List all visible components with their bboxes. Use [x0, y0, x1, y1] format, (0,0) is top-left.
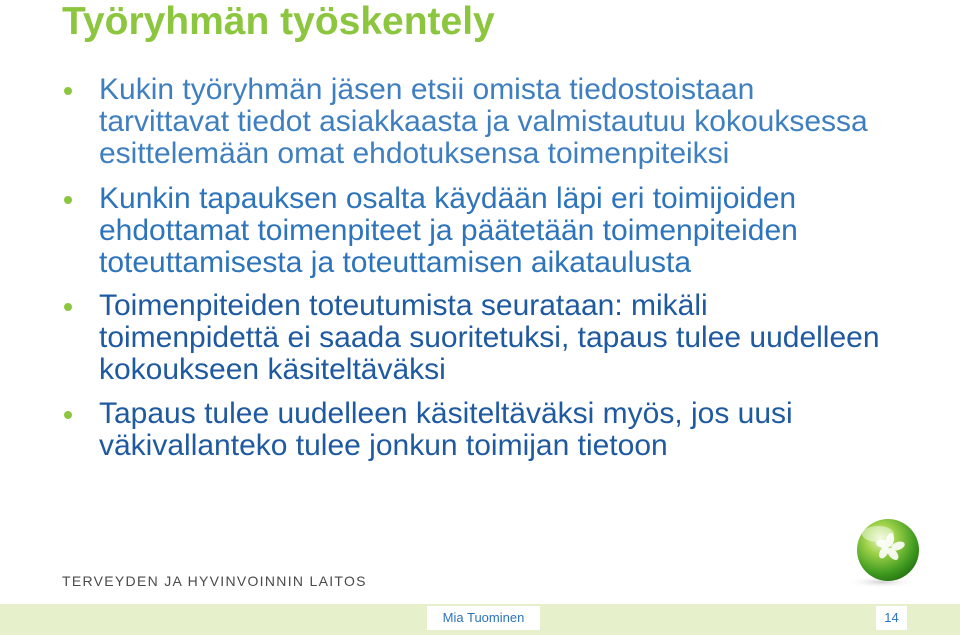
page-number: 14 — [884, 610, 899, 625]
bullet-dot-icon — [64, 411, 72, 419]
bullet-item — [62, 74, 892, 170]
bullet-dot-icon — [64, 87, 72, 95]
bullet-text: Kukin työryhmän jäsen etsii omista tiedostoistaan tarvittavat tiedot asiakkaasta ja valmistautuu kokouksessa esittelemään omat ehdotuksensa toimenpiteiksi — [99, 73, 868, 170]
bullet-item — [62, 398, 892, 462]
footer-author: Mia Tuominen — [442, 610, 525, 625]
bullet-text: Tapaus tulee uudelleen käsiteltäväksi myös, jos uusi väkivallanteko tulee jonkun toimijan tietoon — [99, 397, 793, 462]
bullet-item — [62, 183, 892, 279]
bullet-text: Toimenpiteiden toteutumista seurataan: mikäli toimenpidettä ei saada suoritetuksi, tapaus tulee uudelleen kokoukseen käsiteltäväksi — [99, 289, 880, 386]
bullet-dot-icon — [64, 303, 72, 311]
bullet-dot-icon — [64, 196, 72, 204]
bullet-item — [62, 290, 892, 386]
bullet-list — [62, 74, 892, 462]
green-sphere-logo-icon — [830, 516, 934, 590]
organization-name: TERVEYDEN JA HYVINVOINNIN LAITOS — [62, 573, 367, 589]
bullet-text: Kunkin tapauksen osalta käydään läpi eri toimijoiden ehdottamat toimenpiteet ja päätetään toimenpiteiden toteuttamisesta ja toteuttamisen aikataulusta — [99, 182, 798, 279]
slide-title: Työryhmän työskentely — [62, 0, 495, 43]
